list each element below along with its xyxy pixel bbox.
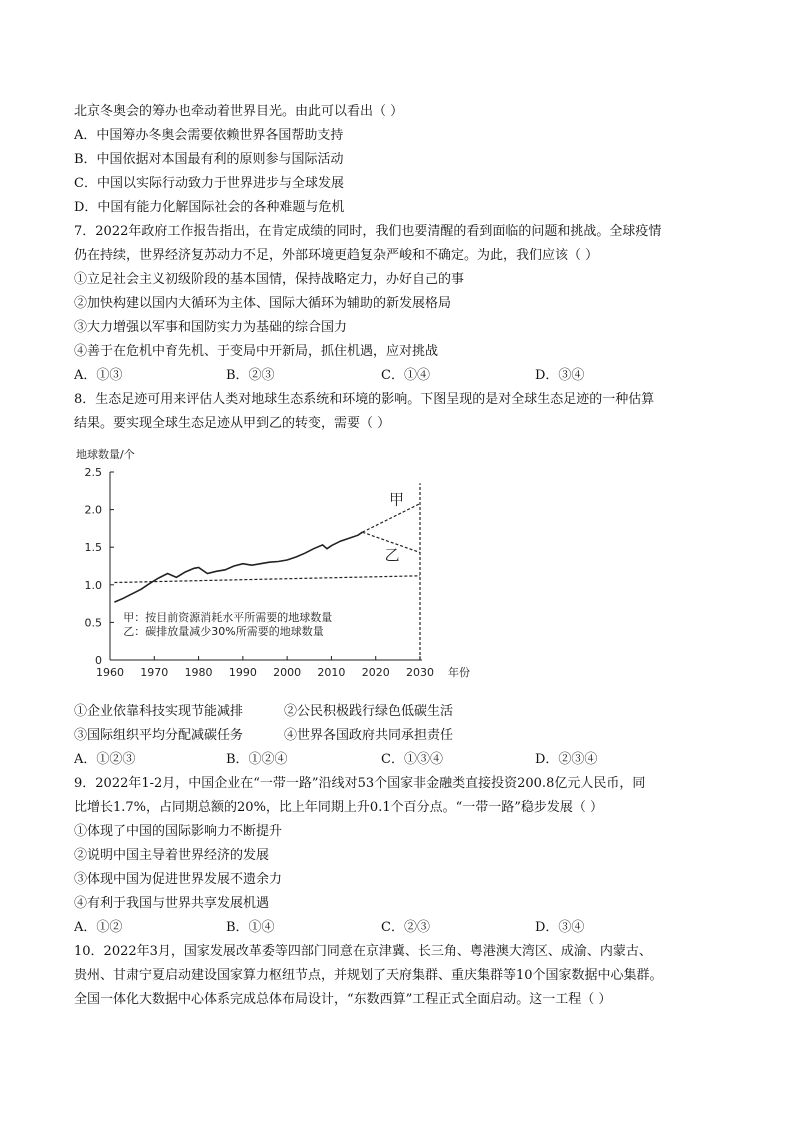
y-tick-label: 2.5 [84,466,102,479]
q7-stem-line-1: 7．2022年政府工作报告指出，在肯定成绩的同时，我们也要清醒的看到面临的问题和挑战。全球疫情 [74,224,662,239]
series-line-historical [114,532,362,602]
y-tick-label: 1.0 [84,578,102,592]
x-tick-label: 2000 [273,666,302,679]
y-tick-label: 1.5 [84,541,102,555]
q8-option-d: D．②③④ [535,752,598,767]
y-tick-label: 0.5 [84,616,102,630]
q9-statement-2: ②说明中国主导着世界经济的发展 [74,848,270,863]
x-tick-label: 1980 [184,666,213,679]
q9-statement-3: ③体现中国为促进世界发展不遗余力 [74,872,283,887]
q9-option-b: B．①④ [226,920,275,935]
q6-option-a: A．中国筹办冬奥会需要依赖世界各国帮助支持 [74,128,344,143]
q7-option-c: C．①④ [381,368,430,383]
q9-option-a: A．①② [74,920,123,935]
q7-statement-1: ①立足社会主义初级阶段的基本国情，保持战略定力，办好自己的事 [74,272,465,287]
series-label-jia: 甲 [389,490,405,509]
y-tick-label: 0 [95,654,102,667]
q8-statement-3: ③国际组织平均分配减碳任务 [74,728,244,743]
q7-statement-4: ④善于在危机中育先机、于变局中开新局，抓住机遇，应对挑战 [74,344,439,359]
q10-stem-line-1: 10．2022年3月，国家发展改革委等四部门同意在京津冀、长三角、粤港澳大湾区、成渝、内蒙古、 [74,944,652,959]
x-tick-label: 2020 [361,666,390,679]
q9-statement-4: ④有利于我国与世界共享发展机遇 [74,896,270,911]
x-tick-label: 1970 [140,666,169,679]
q8-statement-1: ①企业依靠科技实现节能减排 [74,704,244,719]
x-tick-label: 1960 [96,666,124,679]
q9-stem-line-2: 比增长1.7%，占同期总额的20%，比上年同期上升0.1个百分点。“一带一路”稳步发展（ ） [74,800,604,815]
q9-statement-1: ①体现了中国的国际影响力不断提升 [74,824,283,839]
q10-stem-line-3: 全国一体化大数据中心体系完成总体布局设计，“东数西算”工程正式全面启动。这一工程（ ） [74,992,612,1007]
x-tick-label: 1990 [228,666,257,679]
q6-stem-tail: 北京冬奥会的筹办也牵动着世界目光。由此可以看出（ ） [74,104,404,119]
y-axis-label: 地球数量/个 [76,448,135,461]
q8-stem-line-2: 结果。要实现全球生态足迹从甲到乙的转变，需要（ ） [74,416,391,431]
q8-statement-4: ④世界各国政府共同承担责任 [284,728,454,743]
q6-option-c: C．中国以实际行动致力于世界进步与全球发展 [74,176,344,191]
x-tick-label: 2010 [317,666,346,679]
q7-stem-line-2: 仍在持续，世界经济复苏动力不足，外部环境更趋复杂严峻和不确定。为此，我们应该（ ） [74,248,599,263]
q7-statement-3: ③大力增强以军事和国防实力为基础的综合国力 [74,320,348,335]
x-axis-label: 年份 [448,666,470,679]
series-label-yi: 乙 [384,545,400,564]
legend-line-yi: 乙：碳排放量减少30%所需要的地球数量 [123,624,324,638]
y-tick-label: 2.0 [84,503,102,517]
q8-statement-2: ②公民积极践行绿色低碳生活 [284,704,454,719]
q9-option-d: D．③④ [535,920,585,935]
q10-stem-line-2: 贵州、甘肃宁夏启动建设国家算力枢纽节点，并规划了天府集群、重庆集群等10个国家数据中心集群。 [74,968,663,983]
q9-option-c: C．②③ [381,920,430,935]
q6-option-b: B．中国依据对本国最有利的原则参与国际活动 [74,152,344,167]
ecological-footprint-chart [74,444,490,684]
q7-option-d: D．③④ [535,368,585,383]
q8-option-c: C．①③④ [381,752,443,767]
legend-line-jia: 甲：按目前资源消耗水平所需要的地球数量 [123,610,333,624]
x-tick-label: 2030 [406,666,434,679]
q7-statement-2: ②加快构建以国内大循环为主体、国际大循环为辅助的新发展格局 [74,296,452,311]
q8-option-a: A．①②③ [74,752,136,767]
q7-option-a: A．①③ [74,368,123,383]
q8-option-b: B．①②④ [226,752,288,767]
q6-option-d: D．中国有能力化解国际社会的各种难题与危机 [74,200,345,215]
q8-stem-line-1: 8．生态足迹可用来评估人类对地球生态系统和环境的影响。下图呈现的是对全球生态足迹的一种估算 [74,392,655,407]
q9-stem-line-1: 9．2022年1-2月，中国企业在“一带一路”沿线对53个国家非金融类直接投资200.8亿元人民币，同 [74,776,646,791]
q7-option-b: B．②③ [226,368,275,383]
